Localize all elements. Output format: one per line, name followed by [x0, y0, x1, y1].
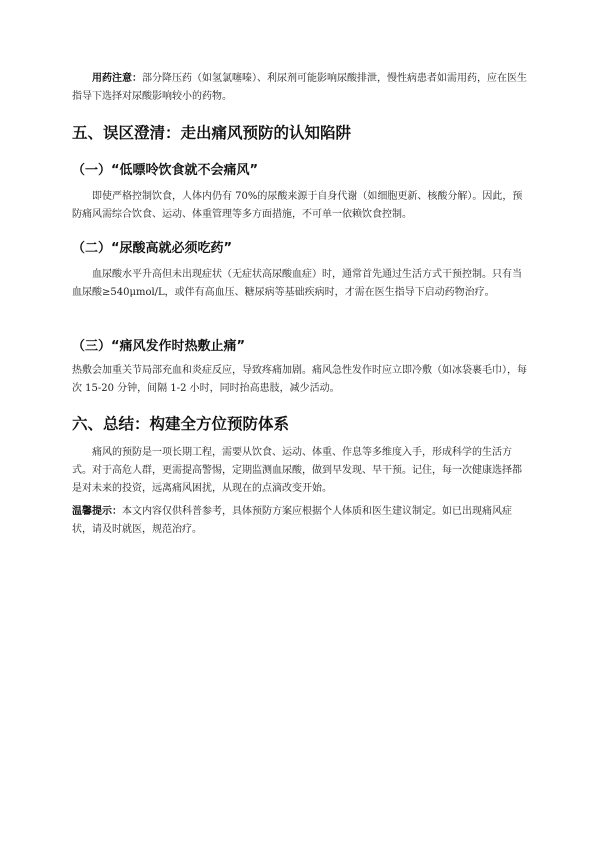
medication-note-text: 部分降压药（如氢氯噻嗪）、利尿剂可能影响尿酸排泄，慢性病患者如需用药，应在医生指导下选择对尿酸影响较小的药物。 — [72, 73, 527, 102]
section5-sub1-heading: （一）“低嘌呤饮食就不会痛风” — [72, 163, 259, 178]
medication-note-label: 用药注意： — [92, 73, 142, 84]
section5-heading: 五、误区澄清：走出痛风预防的认知陷阱 — [72, 124, 352, 142]
reminder-label: 温馨提示： — [72, 506, 122, 517]
section6-heading: 六、总结：构建全方位预防体系 — [72, 415, 290, 433]
section5-sub1-body: 即使严格控制饮食，人体内仍有 70%的尿酸来源于自身代谢（如细胞更新、核酸分解）。因此，预防痛风需综合饮食、运动、体重管理等多方面措施，不可单一依赖饮食控制。 — [72, 191, 523, 220]
reminder-text: 本文内容仅供科普参考，具体预防方案应根据个人体质和医生建议制定。如已出现痛风症状，请及时就医，规范治疗。 — [72, 506, 512, 535]
section5-sub2-heading: （二）“尿酸高就必须吃药” — [72, 241, 233, 256]
medication-note — [72, 70, 527, 106]
section5-sub2-body: 血尿酸水平升高但未出现症状（无症状高尿酸血症）时，通常首先通过生活方式干预控制。只有当血尿酸≥540μmol/L，或伴有高血压、糖尿病等基础疾病时，才需在医生指导下启动药物治疗。 — [72, 269, 522, 298]
section5-sub3-body: 热敷会加重关节局部充血和炎症反应，导致疼痛加剧。痛风急性发作时应立即冷敷（如冰袋裹毛巾），每次 15-20 分钟，间隔 1-2 小时，同时抬高患肢，减少活动。 — [72, 365, 527, 394]
reminder — [72, 503, 527, 539]
section5-sub3-heading: （三）“痛风发作时热敷止痛” — [72, 339, 246, 354]
section6-body: 痛风的预防是一项长期工程，需要从饮食、运动、体重、作息等多维度入手，形成科学的生活方式。对于高危人群，更需提高警惕，定期监测血尿酸，做到早发现、早干预。记住，每一次健康选择都是对未来的投资，远离痛风困扰，从现在的点滴改变开始。 — [72, 447, 522, 494]
